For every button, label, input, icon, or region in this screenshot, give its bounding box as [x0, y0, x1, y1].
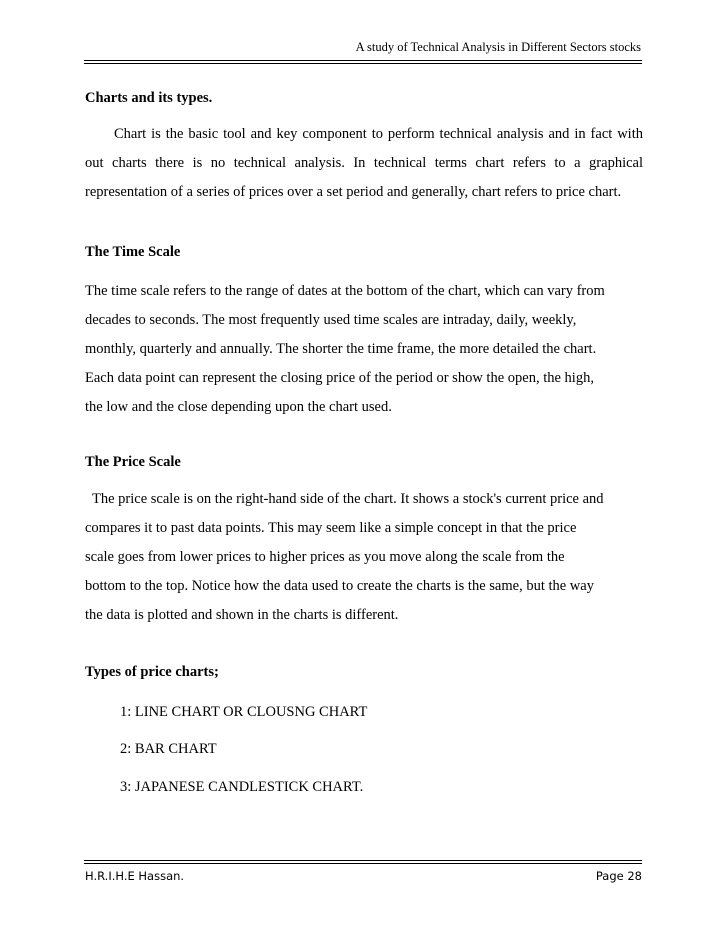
header-rule: [84, 60, 642, 64]
footer-author: H.R.I.H.E Hassan.: [85, 869, 185, 883]
price-scale-line: scale goes from lower prices to higher prices as you move along the scale from the: [85, 549, 565, 565]
footer-page-number: Page 28: [595, 869, 642, 883]
heading-charts-and-types: Charts and its types.: [85, 90, 213, 106]
time-scale-line: decades to seconds. The most frequently used time scales are intraday, daily, weekly,: [85, 312, 577, 328]
running-header: A study of Technical Analysis in Different Sectors stocks: [355, 40, 641, 54]
price-scale-line: compares it to past data points. This may seem like a simple concept in that the price: [85, 520, 577, 536]
paragraph-charts-intro: Chart is the basic tool and key component to perform technical analysis and in fact with out charts there is no technical analysis. In technical terms chart refers to a graphical representation of a series of prices over a set period and generally, chart refers to price chart.: [85, 126, 643, 200]
heading-types-of-price-charts: Types of price charts;: [85, 664, 219, 680]
list-item-line-chart: 1: LINE CHART OR CLOUSNG CHART: [120, 704, 368, 720]
heading-time-scale: The Time Scale: [85, 244, 181, 260]
time-scale-line: the low and the close depending upon the chart used.: [85, 399, 392, 415]
time-scale-line: monthly, quarterly and annually. The shorter the time frame, the more detailed the chart.: [85, 341, 597, 357]
list-item-candlestick-chart: 3: JAPANESE CANDLESTICK CHART.: [120, 779, 364, 795]
list-item-bar-chart: 2: BAR CHART: [120, 741, 217, 757]
price-scale-line: bottom to the top. Notice how the data used to create the charts is the same, but the way: [85, 578, 594, 594]
footer-rule: [84, 860, 642, 864]
price-scale-line: the data is plotted and shown in the charts is different.: [85, 607, 399, 623]
price-scale-line: The price scale is on the right-hand side of the chart. It shows a stock's current price and: [92, 491, 604, 507]
heading-price-scale: The Price Scale: [85, 454, 181, 470]
time-scale-line: The time scale refers to the range of dates at the bottom of the chart, which can vary from: [85, 283, 605, 299]
paragraph-time-scale: [85, 277, 643, 422]
time-scale-line: Each data point can represent the closing price of the period or show the open, the high,: [85, 370, 594, 386]
paragraph-price-scale: [85, 485, 643, 630]
